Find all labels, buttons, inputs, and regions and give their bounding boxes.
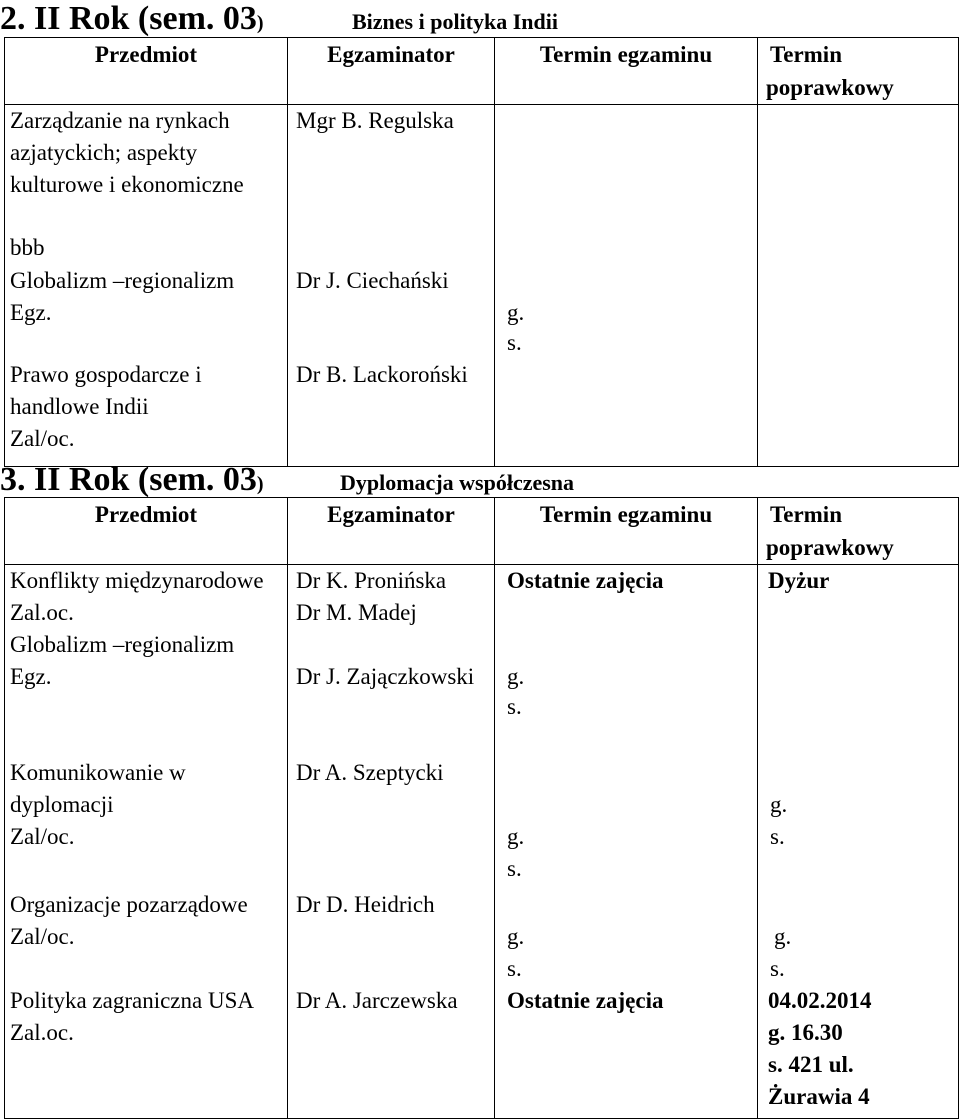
schedule-table-1 — [4, 37, 959, 467]
header-examiner: Egzaminator — [288, 498, 495, 565]
subject-line: Globalizm –regionalizm — [10, 632, 235, 657]
section-2-subtitle: Dyplomacja współczesna — [340, 470, 575, 495]
subject-line: Zal/oc. — [10, 426, 75, 451]
exam-date-text: s. — [507, 330, 522, 355]
table-header-row — [5, 498, 959, 565]
exam-date-text: s. — [507, 856, 522, 881]
header-subject: Przedmiot — [5, 498, 288, 565]
subject-line: kulturowe i ekonomiczne — [10, 172, 244, 197]
retake-date-text: s. — [770, 956, 785, 981]
retake-date-text: s. — [770, 824, 785, 849]
subject-line: Zal.oc. — [10, 1020, 74, 1045]
subject-line: Konflikty międzynarodowe — [10, 568, 264, 593]
header-retake-line1: Termin — [770, 42, 842, 67]
exam-date-text: g. — [507, 924, 525, 949]
examiner-name: Dr A. Jarczewska — [296, 988, 458, 1013]
retake-date-cell — [758, 565, 959, 1119]
subject-line: azjatyckich; aspekty — [10, 140, 198, 165]
header-subject: Przedmiot — [5, 38, 288, 105]
subject-cell — [5, 105, 288, 467]
header-exam-date: Termin egzaminu — [495, 38, 758, 105]
subject-line: Zal/oc. — [10, 924, 75, 949]
retake-date-text: Żurawia 4 — [768, 1084, 870, 1109]
exam-date-text: g. — [507, 664, 525, 689]
examiner-name: Dr M. Madej — [296, 600, 417, 625]
subject-line: bbb — [10, 235, 45, 260]
section-1-paren: ) — [256, 12, 264, 34]
subject-line: Prawo gospodarcze i — [10, 362, 202, 387]
examiner-cell — [288, 565, 495, 1119]
subject-line: Zal.oc. — [10, 600, 74, 625]
retake-date-text: 04.02.2014 — [768, 988, 872, 1013]
section-1-heading — [0, 0, 700, 40]
table-header-row — [5, 38, 959, 105]
subject-cell — [5, 565, 288, 1119]
section-2-heading — [0, 461, 700, 501]
subject-line: dyplomacji — [10, 792, 114, 817]
exam-date-cell — [495, 565, 758, 1119]
examiner-name: Dr B. Lackoroński — [296, 362, 468, 387]
section-2-paren: ) — [256, 473, 264, 495]
examiner-name: Dr D. Heidrich — [296, 892, 435, 917]
retake-date-text: g. 16.30 — [768, 1020, 843, 1045]
retake-date-text: g. — [770, 792, 788, 817]
subject-line: Zarządzanie na rynkach — [10, 108, 230, 133]
examiner-name: Dr A. Szeptycki — [296, 760, 444, 785]
header-examiner: Egzaminator — [288, 38, 495, 105]
subject-line: Globalizm –regionalizm — [10, 268, 235, 293]
retake-date-text: Dyżur — [768, 568, 830, 593]
retake-date-text: s. 421 ul. — [768, 1052, 854, 1077]
exam-date-text: Ostatnie zajęcia — [507, 988, 664, 1013]
table-row — [5, 565, 959, 1119]
exam-date-text: g. — [507, 824, 525, 849]
header-exam-date: Termin egzaminu — [495, 498, 758, 565]
header-retake-date — [758, 498, 959, 565]
section-2-title: 3. II Rok (sem. 03 — [0, 461, 257, 498]
section-1-title: 2. II Rok (sem. 03 — [0, 0, 257, 37]
subject-line: Organizacje pozarządowe — [10, 892, 248, 917]
retake-date-text: g. — [774, 924, 792, 949]
retake-date-cell — [758, 105, 959, 467]
exam-date-text: s. — [507, 956, 522, 981]
header-retake-date — [758, 38, 959, 105]
header-retake-line2: poprawkowy — [766, 535, 894, 560]
header-retake-line2: poprawkowy — [766, 75, 894, 100]
header-retake-line1: Termin — [770, 502, 842, 527]
exam-date-text: s. — [507, 694, 522, 719]
exam-date-cell — [495, 105, 758, 467]
schedule-table-2 — [4, 497, 959, 1119]
subject-line: Egz. — [10, 664, 52, 689]
exam-date-text: Ostatnie zajęcia — [507, 568, 664, 593]
examiner-name: Mgr B. Regulska — [296, 108, 454, 133]
subject-line: Egz. — [10, 300, 52, 325]
subject-line: Polityka zagraniczna USA — [10, 988, 254, 1013]
subject-line: handlowe Indii — [10, 394, 149, 419]
subject-line: Komunikowanie w — [10, 760, 186, 785]
examiner-name: Dr J. Ciechański — [296, 268, 449, 293]
examiner-cell — [288, 105, 495, 467]
exam-date-text: g. — [507, 300, 525, 325]
table-row — [5, 105, 959, 467]
examiner-name: Dr K. Pronińska — [296, 568, 447, 593]
section-1-subtitle: Biznes i polityka Indii — [352, 9, 559, 34]
examiner-name: Dr J. Zajączkowski — [296, 664, 475, 689]
subject-line: Zal/oc. — [10, 824, 75, 849]
